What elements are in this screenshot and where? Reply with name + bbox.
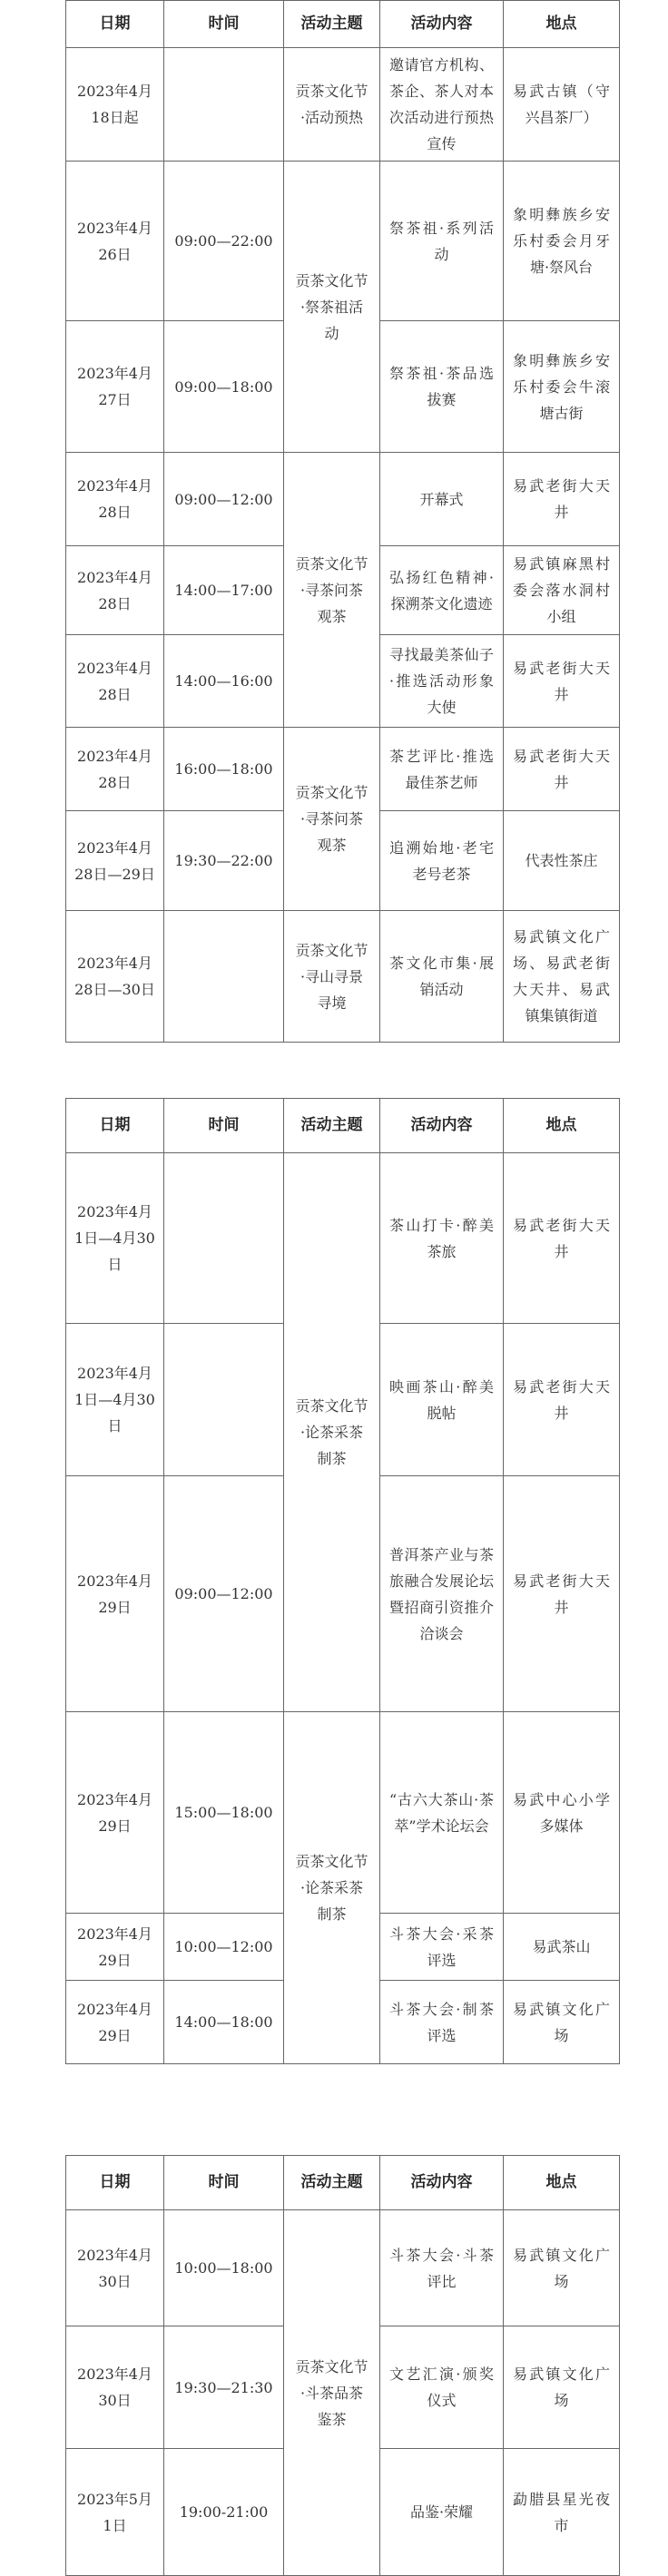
time-cell: 14:00—16:00 bbox=[164, 635, 284, 728]
date-cell: 2023年4月29日 bbox=[66, 1712, 164, 1914]
date-cell: 2023年4月26日 bbox=[66, 162, 164, 321]
date-cell: 2023年4月28日—30日 bbox=[66, 911, 164, 1043]
header-place: 地点 bbox=[504, 1, 620, 48]
place-cell: 易武镇文化广场、易武老街大天井、易武镇集镇街道 bbox=[504, 911, 620, 1043]
content-cell: 追溯始地·老宅老号老茶 bbox=[380, 811, 504, 911]
content-cell: 茶山打卡·醉美茶旅 bbox=[380, 1153, 504, 1324]
header-place: 地点 bbox=[504, 2156, 620, 2210]
content-cell: 开幕式 bbox=[380, 453, 504, 546]
theme-cell: 贡茶文化节·论茶采茶制茶 bbox=[284, 1712, 380, 2064]
place-cell: 易武镇麻黑村委会落水洞村小组 bbox=[504, 546, 620, 635]
place-cell: 勐腊县星光夜市 bbox=[504, 2449, 620, 2576]
header-theme: 活动主题 bbox=[284, 1099, 380, 1153]
header-date: 日期 bbox=[66, 1099, 164, 1153]
date-cell: 2023年4月18日起 bbox=[66, 48, 164, 162]
time-cell: 09:00—22:00 bbox=[164, 162, 284, 321]
content-cell: 斗茶大会·采茶评选 bbox=[380, 1914, 504, 1981]
header-date: 日期 bbox=[66, 2156, 164, 2210]
theme-cell: 贡茶文化节·祭茶祖活动 bbox=[284, 162, 380, 453]
content-cell: 品鉴·荣耀 bbox=[380, 2449, 504, 2576]
time-cell: 19:30—21:30 bbox=[164, 2326, 284, 2449]
table-row bbox=[66, 1153, 620, 1324]
content-cell: 祭茶祖·系列活动 bbox=[380, 162, 504, 321]
theme-cell: 贡茶文化节·活动预热 bbox=[284, 48, 380, 162]
place-cell: 易武镇文化广场 bbox=[504, 2326, 620, 2449]
time-cell: 09:00—12:00 bbox=[164, 1476, 284, 1712]
content-cell: 斗茶大会·斗茶评比 bbox=[380, 2210, 504, 2326]
table-row bbox=[66, 453, 620, 546]
schedule-table-3 bbox=[65, 2155, 620, 2576]
header-date: 日期 bbox=[66, 1, 164, 48]
date-cell: 2023年5月1日 bbox=[66, 2449, 164, 2576]
content-cell: “古六大茶山·茶萃”学术论坛会 bbox=[380, 1712, 504, 1914]
time-cell bbox=[164, 911, 284, 1043]
theme-cell: 贡茶文化节·斗茶品茶鉴茶 bbox=[284, 2210, 380, 2576]
time-cell: 14:00—18:00 bbox=[164, 1981, 284, 2064]
date-cell: 2023年4月1日—4月30日 bbox=[66, 1153, 164, 1324]
date-cell: 2023年4月28日 bbox=[66, 453, 164, 546]
content-cell: 祭茶祖·茶品选拔赛 bbox=[380, 321, 504, 453]
time-cell: 10:00—18:00 bbox=[164, 2210, 284, 2326]
time-cell: 19:30—22:00 bbox=[164, 811, 284, 911]
header-theme: 活动主题 bbox=[284, 1, 380, 48]
date-cell: 2023年4月28日 bbox=[66, 546, 164, 635]
time-cell bbox=[164, 1153, 284, 1324]
header-theme: 活动主题 bbox=[284, 2156, 380, 2210]
date-cell: 2023年4月27日 bbox=[66, 321, 164, 453]
header-content: 活动内容 bbox=[380, 1, 504, 48]
theme-cell: 贡茶文化节·论茶采茶制茶 bbox=[284, 1153, 380, 1712]
schedule-table-2 bbox=[65, 1098, 620, 2064]
time-cell bbox=[164, 1324, 284, 1476]
place-cell: 象明彝族乡安乐村委会月牙塘·祭风台 bbox=[504, 162, 620, 321]
place-cell: 易武老街大天井 bbox=[504, 728, 620, 811]
theme-cell: 贡茶文化节·寻茶问茶观茶 bbox=[284, 728, 380, 911]
header-time: 时间 bbox=[164, 2156, 284, 2210]
schedule-table-1 bbox=[65, 0, 620, 1043]
date-cell: 2023年4月29日 bbox=[66, 1914, 164, 1981]
header-content: 活动内容 bbox=[380, 1099, 504, 1153]
place-cell: 易武老街大天井 bbox=[504, 1476, 620, 1712]
place-cell: 易武中心小学多媒体 bbox=[504, 1712, 620, 1914]
table-row bbox=[66, 2210, 620, 2326]
place-cell: 易武镇文化广场 bbox=[504, 1981, 620, 2064]
place-cell: 易武老街大天井 bbox=[504, 1324, 620, 1476]
theme-cell: 贡茶文化节·寻山寻景寻境 bbox=[284, 911, 380, 1043]
time-cell: 09:00—18:00 bbox=[164, 321, 284, 453]
table-header-row bbox=[66, 1, 620, 48]
place-cell: 易武镇文化广场 bbox=[504, 2210, 620, 2326]
place-cell: 易武老街大天井 bbox=[504, 453, 620, 546]
date-cell: 2023年4月28日—29日 bbox=[66, 811, 164, 911]
content-cell: 斗茶大会·制茶评选 bbox=[380, 1981, 504, 2064]
content-cell: 普洱茶产业与茶旅融合发展论坛暨招商引资推介洽谈会 bbox=[380, 1476, 504, 1712]
date-cell: 2023年4月29日 bbox=[66, 1981, 164, 2064]
header-content: 活动内容 bbox=[380, 2156, 504, 2210]
place-cell: 易武老街大天井 bbox=[504, 635, 620, 728]
content-cell: 茶文化市集·展销活动 bbox=[380, 911, 504, 1043]
date-cell: 2023年4月30日 bbox=[66, 2210, 164, 2326]
time-cell: 16:00—18:00 bbox=[164, 728, 284, 811]
date-cell: 2023年4月28日 bbox=[66, 728, 164, 811]
table-row bbox=[66, 48, 620, 162]
place-cell: 易武古镇（守兴昌茶厂） bbox=[504, 48, 620, 162]
time-cell: 14:00—17:00 bbox=[164, 546, 284, 635]
content-cell: 茶艺评比·推选最佳茶艺师 bbox=[380, 728, 504, 811]
date-cell: 2023年4月28日 bbox=[66, 635, 164, 728]
content-cell: 邀请官方机构、茶企、茶人对本次活动进行预热宣传 bbox=[380, 48, 504, 162]
table-row bbox=[66, 911, 620, 1043]
table-header-row bbox=[66, 1099, 620, 1153]
time-cell: 10:00—12:00 bbox=[164, 1914, 284, 1981]
time-cell: 09:00—12:00 bbox=[164, 453, 284, 546]
theme-cell: 贡茶文化节·寻茶问茶观茶 bbox=[284, 453, 380, 728]
header-time: 时间 bbox=[164, 1099, 284, 1153]
table-header-row bbox=[66, 2156, 620, 2210]
time-cell bbox=[164, 48, 284, 162]
date-cell: 2023年4月29日 bbox=[66, 1476, 164, 1712]
table-row bbox=[66, 162, 620, 321]
place-cell: 易武老街大天井 bbox=[504, 1153, 620, 1324]
time-cell: 19:00-21:00 bbox=[164, 2449, 284, 2576]
place-cell: 象明彝族乡安乐村委会牛滚塘古街 bbox=[504, 321, 620, 453]
content-cell: 映画茶山·醉美脱帖 bbox=[380, 1324, 504, 1476]
header-place: 地点 bbox=[504, 1099, 620, 1153]
place-cell: 易武茶山 bbox=[504, 1914, 620, 1981]
time-cell: 15:00—18:00 bbox=[164, 1712, 284, 1914]
table-row bbox=[66, 728, 620, 811]
header-time: 时间 bbox=[164, 1, 284, 48]
content-cell: 弘扬红色精神·探溯茶文化遗迹 bbox=[380, 546, 504, 635]
table-row bbox=[66, 1712, 620, 1914]
content-cell: 寻找最美茶仙子·推选活动形象大使 bbox=[380, 635, 504, 728]
date-cell: 2023年4月1日—4月30日 bbox=[66, 1324, 164, 1476]
place-cell: 代表性茶庄 bbox=[504, 811, 620, 911]
content-cell: 文艺汇演·颁奖仪式 bbox=[380, 2326, 504, 2449]
date-cell: 2023年4月30日 bbox=[66, 2326, 164, 2449]
